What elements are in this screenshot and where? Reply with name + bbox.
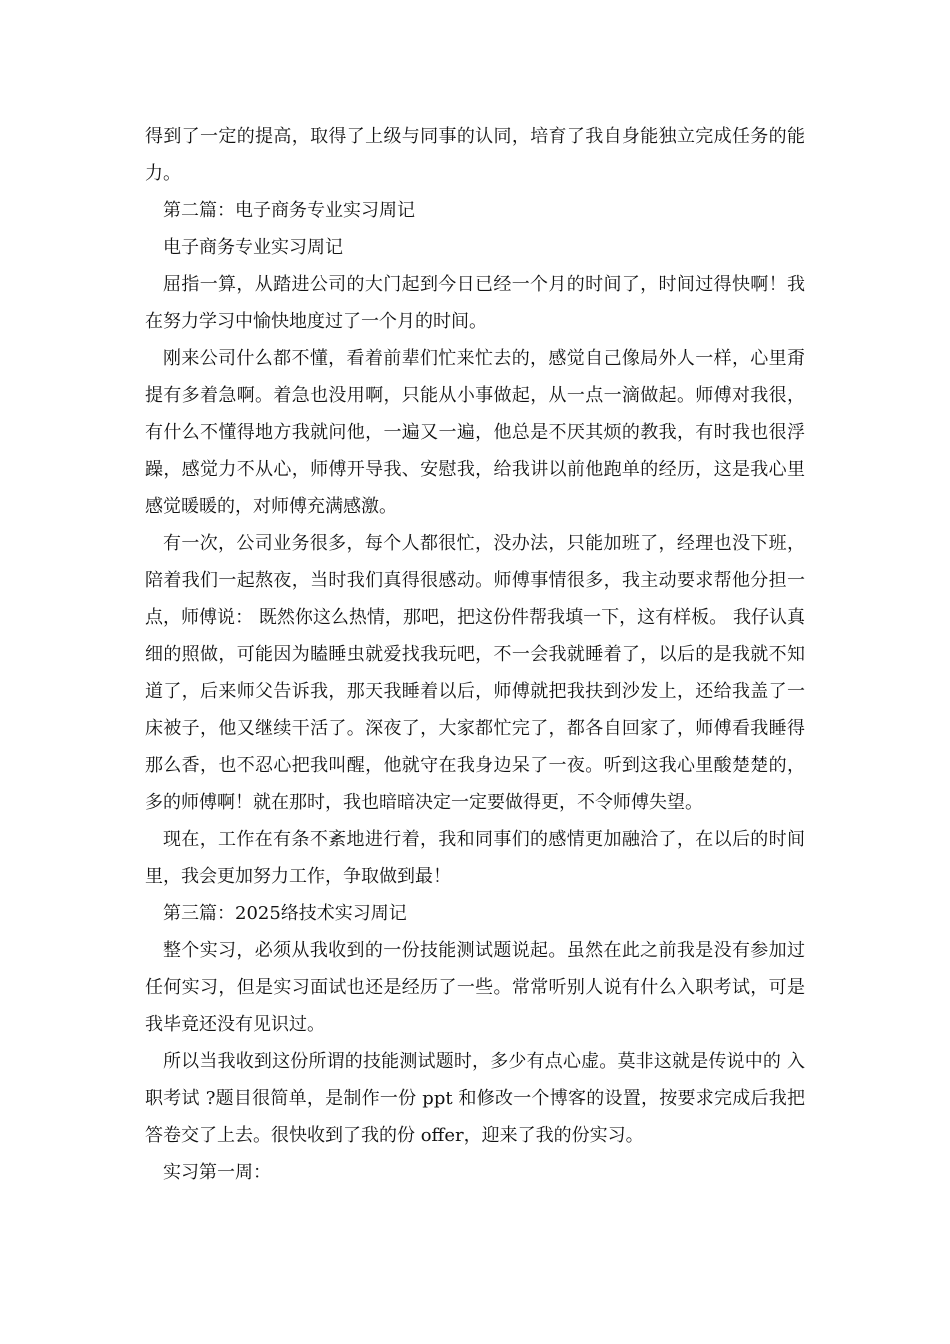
paragraph: 现在，工作在有条不紊地进行着，我和同事们的感情更加融洽了，在以后的时间里，我会更加努力工作，争取做到最！ [145, 829, 805, 887]
paragraph: 所以当我收到这份所谓的技能测试题时，多少有点心虚。莫非这就是传说中的 入职考试 ?题目很简单，是制作一份 ppt 和修改一个博客的设置，按要求完成后我把答卷交了上去。很快收到了我的份 offer，迎来了我的份实习。 [145, 1051, 805, 1146]
section-heading-second: 第二篇：电子商务专业实习周记 [163, 200, 415, 221]
section-heading-third: 第三篇：2025络技术实习周记 [163, 903, 407, 924]
section-subtitle: 电子商务专业实习周记 [163, 237, 343, 258]
week-heading: 实习第一周： [163, 1162, 271, 1183]
paragraph: 屈指一算，从踏进公司的大门起到今日已经一个月的时间了，时间过得快啊！我在努力学习中愉快地度过了一个月的时间。 [145, 274, 805, 332]
paragraph-continuation: 得到了一定的提高，取得了上级与同事的认同，培育了我自身能独立完成任务的能力。 [145, 126, 805, 184]
paragraph: 有一次，公司业务很多，每个人都很忙，没办法，只能加班了，经理也没下班，陪着我们一起熬夜，当时我们真得很感动。师傅事情很多，我主动要求帮他分担一点，师傅说： 既然你这么热情，那吧，把这份件帮我填一下，这有样板。 我仔认真细的照做，可能因为瞌睡虫就爱找我玩吧，不一会我就睡着了，以后的是我就不知道了，后来师父告诉我，那天我睡着以后，师傅就把我扶到沙发上，还给我盖了一床被子，他又继续干活了。深夜了，大家都忙完了，都各自回家了，师傅看我睡得那么香，也不忍心把我叫醒，他就守在我身边呆了一夜。听到这我心里酸楚楚的，多的师傅啊！就在那时，我也暗暗决定一定要做得更，不令师傅失望。 [145, 533, 805, 813]
paragraph: 刚来公司什么都不懂，看着前辈们忙来忙去的，感觉自己像局外人一样，心里甭提有多着急啊。着急也没用啊，只能从小事做起，从一点一滴做起。师傅对我很，有什么不懂得地方我就问他，一遍又一遍，他总是不厌其烦的教我，有时我也很浮躁，感觉力不从心，师傅开导我、安慰我，给我讲以前他跑单的经历，这是我心里感觉暖暖的，对师傅充满感激。 [145, 348, 805, 517]
paragraph: 整个实习，必须从我收到的一份技能测试题说起。虽然在此之前我是没有参加过任何实习，但是实习面试也还是经历了一些。常常听别人说有什么入职考试，可是我毕竟还没有见识过。 [145, 940, 805, 1035]
document-body [145, 118, 805, 1191]
